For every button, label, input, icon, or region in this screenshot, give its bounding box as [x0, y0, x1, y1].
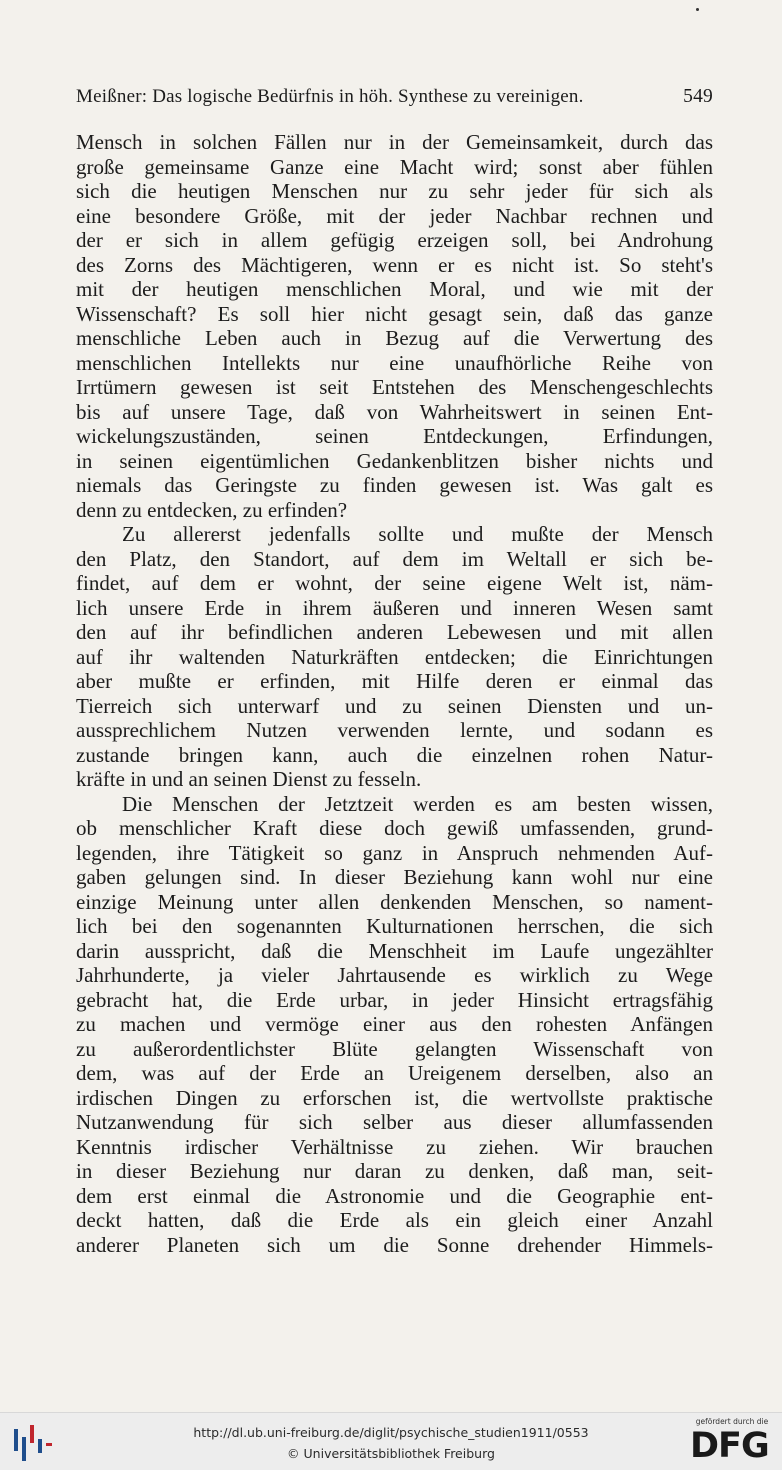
page-number: 549: [683, 86, 713, 107]
text-line: Zu allererst jedenfalls sollte und mußte der Mensch: [122, 522, 713, 546]
text-line: mit der heutigen menschlichen Moral, und wie mit der: [76, 277, 713, 301]
text-line: Wissenschaft? Es soll hier nicht gesagt sein, daß das ganze: [76, 301, 713, 326]
running-title: Meißner: Das logische Bedürfnis in höh. Synthese zu vereinigen.: [76, 86, 584, 107]
running-header: [76, 86, 713, 108]
source-url[interactable]: http://dl.ub.uni-freiburg.de/diglit/psychische_studien1911/0553: [193, 1425, 589, 1440]
dfg-caption: gefördert durch die: [695, 1417, 769, 1426]
text-line: auf ihr waltenden Naturkräften entdecken; die Einrichtungen: [76, 644, 713, 669]
text-line: eine besondere Größe, mit der jeder Nachbar rechnen und: [76, 203, 713, 228]
text-line: dem erst einmal die Astronomie und die Geographie ent-: [76, 1183, 713, 1208]
text-line: Die Menschen der Jetztzeit werden es am besten wissen,: [122, 791, 713, 816]
body-text: [76, 130, 713, 1257]
text-line: irdischen Dingen zu erforschen ist, die wertvollste praktische: [76, 1085, 713, 1110]
text-line: darin ausspricht, daß die Menschheit im Laufe ungezählter: [76, 938, 713, 963]
text-line: gaben gelungen sind. In dieser Beziehung kann wohl nur eine: [76, 865, 713, 889]
text-line: Nutzanwendung für sich selber aus dieser allumfassenden: [76, 1110, 713, 1134]
text-line: einzige Meinung unter allen denkenden Menschen, so nament-: [76, 889, 713, 914]
text-line: der er sich in allem gefügig erzeigen soll, bei Androhung: [76, 228, 713, 252]
text-line: Irrtümern gewesen ist seit Entstehen des Menschengeschlechts: [76, 375, 713, 399]
text-line: menschlichen Intellekts nur eine unaufhörliche Reihe von: [76, 350, 713, 375]
text-line: deckt hatten, daß die Erde als ein gleich einer Anzahl: [76, 1208, 713, 1232]
text-line: lich unsere Erde in ihrem äußeren und inneren Wesen samt: [76, 595, 713, 620]
text-line: kräfte in und an seinen Dienst zu fesseln.: [76, 767, 422, 791]
text-line: sich die heutigen Menschen nur zu sehr jeder für sich als: [76, 179, 713, 203]
text-line: ob menschlicher Kraft diese doch gewiß umfassenden, grund-: [76, 816, 713, 840]
text-line: zu außerordentlichster Blüte gelangten Wissenschaft von: [76, 1036, 713, 1061]
text-line: niemals das Geringste zu finden gewesen ist. Was galt es: [76, 473, 713, 497]
text-line: den auf ihr befindlichen anderen Lebewesen und mit allen: [76, 620, 713, 644]
text-line: anderer Planeten sich um die Sonne drehender Himmels-: [76, 1232, 713, 1257]
copyright-notice: © Universitätsbibliothek Freiburg: [287, 1446, 495, 1461]
text-line: aussprechlichem Nutzen verwenden lernte, und sodann es: [76, 718, 713, 742]
text-line: zustande bringen kann, auch die einzelnen rohen Natur-: [76, 742, 713, 767]
text-line: legenden, ihre Tätigkeit so ganz in Anspruch nehmenden Auf-: [76, 840, 713, 865]
text-line: findet, auf dem er wohnt, der seine eigene Welt ist, näm-: [76, 571, 713, 595]
text-line: wickelungszuständen, seinen Entdeckungen, Erfindungen,: [76, 424, 713, 448]
text-line: denn zu entdecken, zu erfinden?: [76, 497, 348, 522]
text-line: zu machen und vermöge einer aus den rohesten Anfängen: [76, 1012, 713, 1036]
text-line: große gemeinsame Ganze eine Macht wird; sonst aber fühlen: [76, 154, 713, 179]
text-line: in seinen eigentümlichen Gedankenblitzen bisher nichts und: [76, 448, 713, 473]
text-line: Tierreich sich unterwarf und zu seinen Diensten und un-: [76, 693, 713, 718]
text-line: Kenntnis irdischer Verhältnisse zu ziehen. Wir brauchen: [76, 1134, 713, 1159]
text-line: den Platz, den Standort, auf dem im Weltall er sich be-: [76, 546, 713, 571]
scan-speck: [696, 8, 699, 11]
text-line: in dieser Beziehung nur daran zu denken, daß man, seit-: [76, 1159, 713, 1183]
dfg-logo-text: DFG: [690, 1426, 769, 1466]
text-line: dem, was auf der Erde an Ureigenem derselben, also an: [76, 1061, 713, 1085]
dfg-logo[interactable]: [688, 1417, 776, 1467]
text-line: Mensch in solchen Fällen nur in der Gemeinsamkeit, durch das: [76, 130, 713, 154]
text-line: des Zorns des Mächtigeren, wenn er es nicht ist. So steht's: [76, 252, 713, 277]
text-line: lich bei den sogenannten Kulturnationen herrschen, die sich: [76, 914, 713, 938]
text-line: Jahrhunderte, ja vieler Jahrtausende es wirklich zu Wege: [76, 963, 713, 987]
text-line: gebracht hat, die Erde urbar, in jeder Hinsicht ertragsfähig: [76, 987, 713, 1012]
text-line: menschliche Leben auch in Bezug auf die Verwertung des: [76, 326, 713, 350]
text-line: bis auf unsere Tage, daß von Wahrheitswert in seinen Ent-: [76, 399, 713, 424]
text-line: aber mußte er erfinden, mit Hilfe deren er einmal das: [76, 669, 713, 693]
footer-bar: [0, 1412, 782, 1470]
